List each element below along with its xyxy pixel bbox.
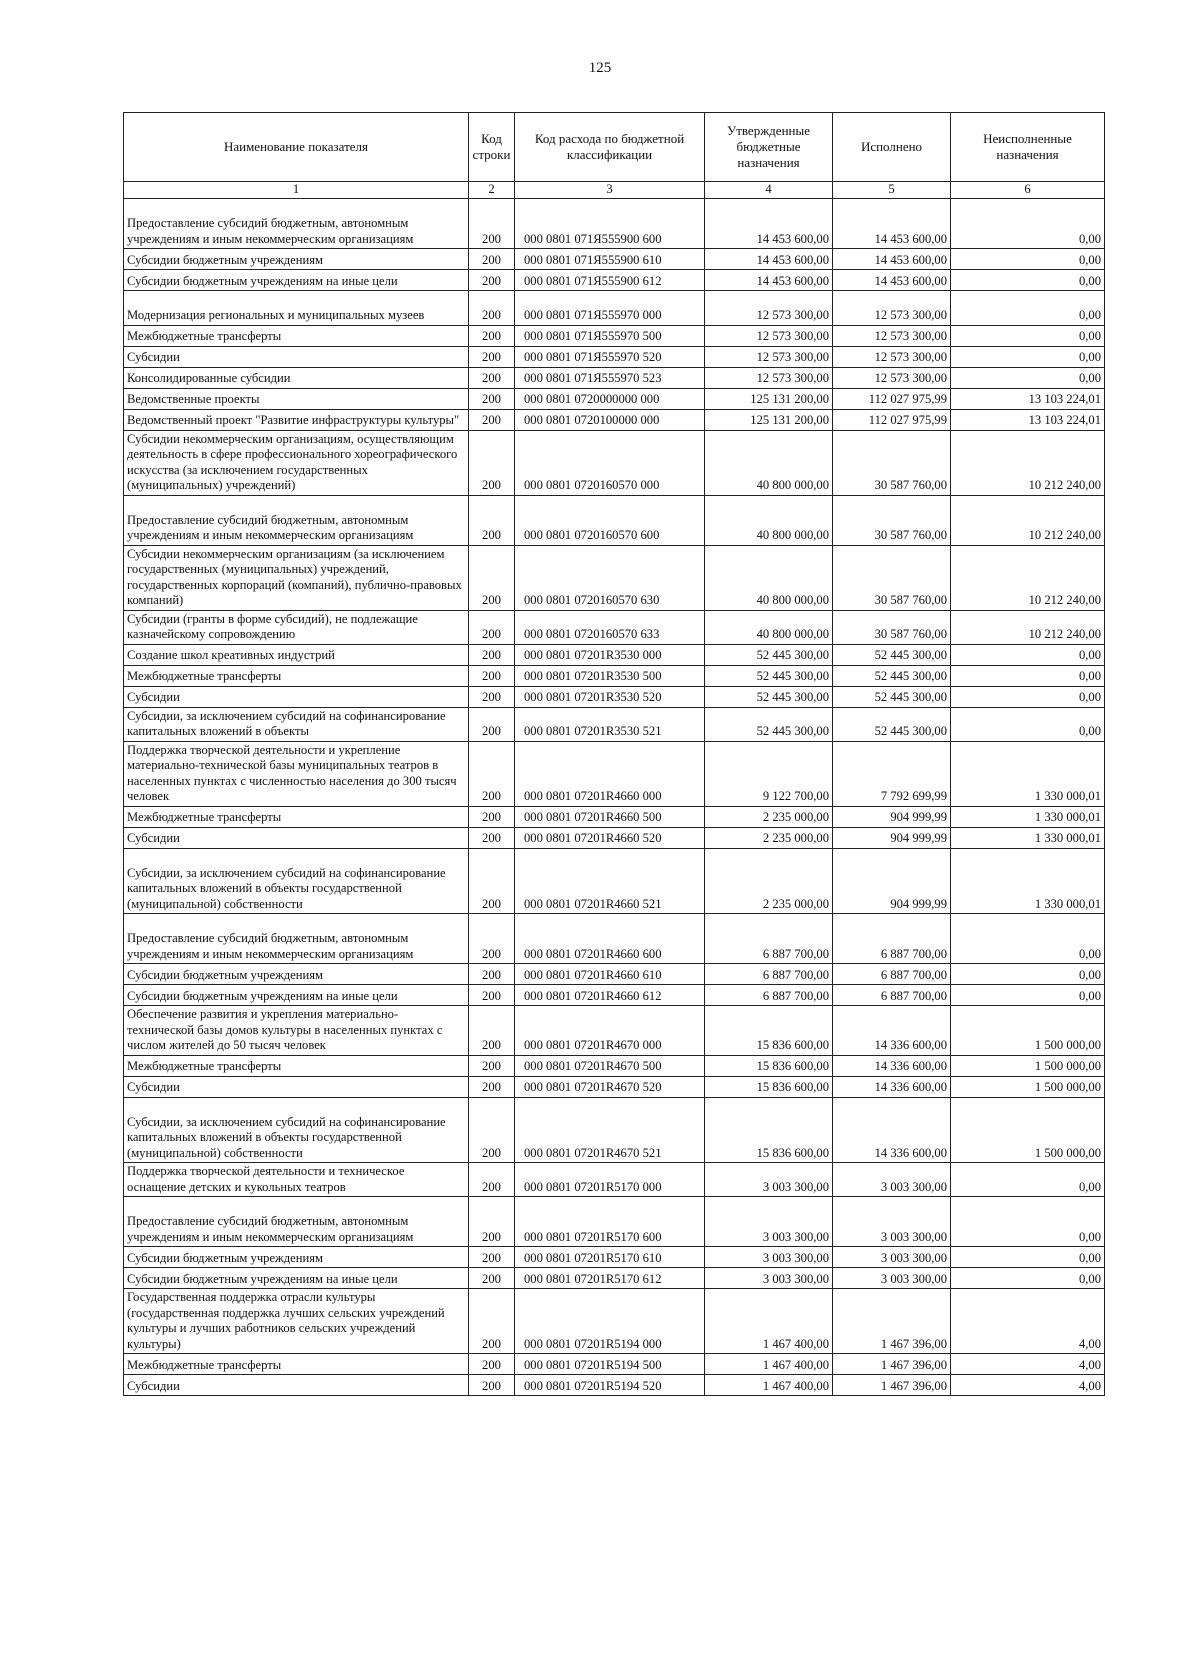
row-approved: 14 453 600,00 [705, 270, 833, 291]
page-number: 125 [588, 60, 612, 76]
row-approved: 125 131 200,00 [705, 409, 833, 430]
row-classification-code: 000 0801 071Я555970 000 [515, 291, 705, 326]
column-number: 1 [124, 182, 469, 199]
row-name: Межбюджетные трансферты [124, 1354, 469, 1375]
table-row [124, 610, 1105, 644]
row-name: Субсидии бюджетным учреждениям на иные цели [124, 985, 469, 1006]
row-unexecuted: 0,00 [951, 644, 1105, 665]
row-classification-code: 000 0801 07201R3530 000 [515, 644, 705, 665]
row-executed: 904 999,99 [833, 806, 951, 827]
table-row [124, 409, 1105, 430]
row-line-code: 200 [469, 1197, 515, 1247]
row-unexecuted: 10 212 240,00 [951, 610, 1105, 644]
row-unexecuted: 1 330 000,01 [951, 827, 1105, 848]
row-line-code: 200 [469, 644, 515, 665]
row-line-code: 200 [469, 1289, 515, 1354]
row-line-code: 200 [469, 665, 515, 686]
row-approved: 14 453 600,00 [705, 249, 833, 270]
row-name: Межбюджетные трансферты [124, 806, 469, 827]
table-row [124, 1055, 1105, 1076]
row-name: Межбюджетные трансферты [124, 325, 469, 346]
row-line-code: 200 [469, 741, 515, 806]
row-approved: 52 445 300,00 [705, 665, 833, 686]
row-line-code: 200 [469, 430, 515, 495]
header-indicator-name: Наименование показателя [124, 113, 469, 182]
row-approved: 12 573 300,00 [705, 325, 833, 346]
row-executed: 30 587 760,00 [833, 495, 951, 545]
row-name: Создание школ креативных индустрий [124, 644, 469, 665]
row-line-code: 200 [469, 827, 515, 848]
row-approved: 3 003 300,00 [705, 1268, 833, 1289]
row-unexecuted: 1 500 000,00 [951, 1055, 1105, 1076]
row-approved: 15 836 600,00 [705, 1097, 833, 1163]
row-approved: 52 445 300,00 [705, 644, 833, 665]
row-name: Субсидии бюджетным учреждениям [124, 1247, 469, 1268]
column-number: 6 [951, 182, 1105, 199]
row-classification-code: 000 0801 07201R5194 500 [515, 1354, 705, 1375]
row-approved: 6 887 700,00 [705, 964, 833, 985]
row-classification-code: 000 0801 07201R4670 521 [515, 1097, 705, 1163]
row-name: Субсидии [124, 346, 469, 367]
row-unexecuted: 10 212 240,00 [951, 495, 1105, 545]
row-unexecuted: 0,00 [951, 1163, 1105, 1197]
row-executed: 14 453 600,00 [833, 199, 951, 249]
row-unexecuted: 0,00 [951, 291, 1105, 326]
table-row [124, 388, 1105, 409]
table-row [124, 270, 1105, 291]
row-line-code: 200 [469, 707, 515, 741]
table-row [124, 1197, 1105, 1247]
row-line-code: 200 [469, 346, 515, 367]
row-classification-code: 000 0801 07201R3530 520 [515, 686, 705, 707]
row-name: Субсидии, за исключением субсидий на софинансирование капитальных вложений в объекты государственной (муниципальной) собственности [124, 1097, 469, 1163]
row-executed: 1 467 396,00 [833, 1375, 951, 1396]
table-row [124, 686, 1105, 707]
row-executed: 904 999,99 [833, 827, 951, 848]
row-line-code: 200 [469, 1354, 515, 1375]
row-executed: 52 445 300,00 [833, 665, 951, 686]
table-row [124, 1289, 1105, 1354]
table-row [124, 367, 1105, 388]
row-classification-code: 000 0801 07201R4660 600 [515, 914, 705, 964]
row-line-code: 200 [469, 199, 515, 249]
row-unexecuted: 0,00 [951, 270, 1105, 291]
row-executed: 12 573 300,00 [833, 291, 951, 326]
row-approved: 40 800 000,00 [705, 610, 833, 644]
row-classification-code: 000 0801 0720160570 000 [515, 430, 705, 495]
row-line-code: 200 [469, 1163, 515, 1197]
row-executed: 1 467 396,00 [833, 1354, 951, 1375]
row-approved: 1 467 400,00 [705, 1354, 833, 1375]
table-row [124, 291, 1105, 326]
table-row [124, 430, 1105, 495]
row-unexecuted: 1 330 000,01 [951, 806, 1105, 827]
row-approved: 3 003 300,00 [705, 1247, 833, 1268]
row-classification-code: 000 0801 07201R5170 610 [515, 1247, 705, 1268]
row-classification-code: 000 0801 0720160570 630 [515, 545, 705, 610]
row-approved: 2 235 000,00 [705, 848, 833, 914]
row-approved: 9 122 700,00 [705, 741, 833, 806]
row-name: Субсидии [124, 686, 469, 707]
table-row [124, 1375, 1105, 1396]
row-approved: 14 453 600,00 [705, 199, 833, 249]
row-unexecuted: 0,00 [951, 707, 1105, 741]
row-unexecuted: 0,00 [951, 964, 1105, 985]
table-row [124, 741, 1105, 806]
row-line-code: 200 [469, 964, 515, 985]
row-executed: 14 336 600,00 [833, 1076, 951, 1097]
table-row [124, 1268, 1105, 1289]
row-classification-code: 000 0801 071Я555900 600 [515, 199, 705, 249]
row-executed: 3 003 300,00 [833, 1197, 951, 1247]
row-name: Субсидии бюджетным учреждениям [124, 249, 469, 270]
row-unexecuted: 0,00 [951, 1197, 1105, 1247]
row-classification-code: 000 0801 07201R4660 612 [515, 985, 705, 1006]
row-unexecuted: 4,00 [951, 1289, 1105, 1354]
row-executed: 112 027 975,99 [833, 388, 951, 409]
row-approved: 15 836 600,00 [705, 1076, 833, 1097]
row-name: Субсидии бюджетным учреждениям [124, 964, 469, 985]
row-line-code: 200 [469, 1055, 515, 1076]
table-row [124, 665, 1105, 686]
row-classification-code: 000 0801 0720000000 000 [515, 388, 705, 409]
table-row [124, 545, 1105, 610]
row-unexecuted: 0,00 [951, 325, 1105, 346]
row-unexecuted: 0,00 [951, 1247, 1105, 1268]
row-line-code: 200 [469, 848, 515, 914]
row-executed: 14 336 600,00 [833, 1097, 951, 1163]
row-unexecuted: 0,00 [951, 985, 1105, 1006]
row-classification-code: 000 0801 071Я555970 523 [515, 367, 705, 388]
row-line-code: 200 [469, 985, 515, 1006]
table-row [124, 346, 1105, 367]
column-number: 2 [469, 182, 515, 199]
row-classification-code: 000 0801 071Я555900 610 [515, 249, 705, 270]
row-classification-code: 000 0801 071Я555900 612 [515, 270, 705, 291]
row-unexecuted: 0,00 [951, 686, 1105, 707]
row-executed: 12 573 300,00 [833, 346, 951, 367]
row-unexecuted: 1 500 000,00 [951, 1097, 1105, 1163]
row-classification-code: 000 0801 07201R4660 500 [515, 806, 705, 827]
row-executed: 30 587 760,00 [833, 430, 951, 495]
row-name: Субсидии, за исключением субсидий на софинансирование капитальных вложений в объекты государственной (муниципальной) собственности [124, 848, 469, 914]
row-name: Предоставление субсидий бюджетным, автономным учреждениям и иным некоммерческим организациям [124, 199, 469, 249]
row-executed: 14 453 600,00 [833, 249, 951, 270]
row-unexecuted: 0,00 [951, 249, 1105, 270]
row-name: Ведомственные проекты [124, 388, 469, 409]
row-line-code: 200 [469, 409, 515, 430]
row-approved: 12 573 300,00 [705, 367, 833, 388]
table-body [124, 199, 1105, 1396]
row-name: Предоставление субсидий бюджетным, автономным учреждениям и иным некоммерческим организациям [124, 914, 469, 964]
row-executed: 14 336 600,00 [833, 1006, 951, 1056]
row-name: Субсидии, за исключением субсидий на софинансирование капитальных вложений в объекты [124, 707, 469, 741]
row-name: Предоставление субсидий бюджетным, автономным учреждениям и иным некоммерческим организациям [124, 495, 469, 545]
row-unexecuted: 1 500 000,00 [951, 1006, 1105, 1056]
row-unexecuted: 1 500 000,00 [951, 1076, 1105, 1097]
table-row [124, 495, 1105, 545]
row-approved: 40 800 000,00 [705, 430, 833, 495]
row-executed: 14 336 600,00 [833, 1055, 951, 1076]
row-approved: 6 887 700,00 [705, 914, 833, 964]
table-row [124, 644, 1105, 665]
row-name: Межбюджетные трансферты [124, 665, 469, 686]
row-executed: 3 003 300,00 [833, 1247, 951, 1268]
row-unexecuted: 0,00 [951, 914, 1105, 964]
table-row [124, 1163, 1105, 1197]
row-line-code: 200 [469, 1375, 515, 1396]
row-unexecuted: 0,00 [951, 1268, 1105, 1289]
row-classification-code: 000 0801 07201R4660 521 [515, 848, 705, 914]
row-approved: 12 573 300,00 [705, 291, 833, 326]
row-unexecuted: 13 103 224,01 [951, 409, 1105, 430]
row-classification-code: 000 0801 07201R3530 521 [515, 707, 705, 741]
row-approved: 52 445 300,00 [705, 686, 833, 707]
row-approved: 15 836 600,00 [705, 1055, 833, 1076]
row-executed: 12 573 300,00 [833, 325, 951, 346]
row-name: Субсидии [124, 827, 469, 848]
table-row [124, 1097, 1105, 1163]
row-name: Субсидии [124, 1076, 469, 1097]
row-line-code: 200 [469, 610, 515, 644]
row-executed: 7 792 699,99 [833, 741, 951, 806]
row-approved: 6 887 700,00 [705, 985, 833, 1006]
table-row [124, 806, 1105, 827]
table-row [124, 325, 1105, 346]
row-approved: 1 467 400,00 [705, 1289, 833, 1354]
row-unexecuted: 4,00 [951, 1354, 1105, 1375]
table-row [124, 1247, 1105, 1268]
row-executed: 52 445 300,00 [833, 707, 951, 741]
table-row [124, 1354, 1105, 1375]
row-classification-code: 000 0801 07201R5170 612 [515, 1268, 705, 1289]
row-name: Государственная поддержка отрасли культуры (государственная поддержка лучших сельских учреждений культуры и лучших работников сельских учреждений культуры) [124, 1289, 469, 1354]
row-classification-code: 000 0801 0720160570 633 [515, 610, 705, 644]
row-approved: 40 800 000,00 [705, 495, 833, 545]
row-classification-code: 000 0801 0720160570 600 [515, 495, 705, 545]
column-number: 3 [515, 182, 705, 199]
row-unexecuted: 13 103 224,01 [951, 388, 1105, 409]
row-approved: 2 235 000,00 [705, 806, 833, 827]
row-classification-code: 000 0801 07201R3530 500 [515, 665, 705, 686]
row-name: Модернизация региональных и муниципальных музеев [124, 291, 469, 326]
row-name: Поддержка творческой деятельности и техническое оснащение детских и кукольных театров [124, 1163, 469, 1197]
row-executed: 30 587 760,00 [833, 610, 951, 644]
row-name: Обеспечение развития и укрепления материально-технической базы домов культуры в населенных пунктах с числом жителей до 50 тысяч человек [124, 1006, 469, 1056]
table-row [124, 249, 1105, 270]
table-row [124, 848, 1105, 914]
row-name: Межбюджетные трансферты [124, 1055, 469, 1076]
row-line-code: 200 [469, 367, 515, 388]
header-unexecuted-assignments: Неисполненные назначения [951, 113, 1105, 182]
row-unexecuted: 1 330 000,01 [951, 848, 1105, 914]
row-line-code: 200 [469, 545, 515, 610]
row-approved: 125 131 200,00 [705, 388, 833, 409]
row-executed: 52 445 300,00 [833, 644, 951, 665]
row-executed: 14 453 600,00 [833, 270, 951, 291]
budget-execution-table [123, 112, 1105, 1396]
row-classification-code: 000 0801 07201R4670 500 [515, 1055, 705, 1076]
row-classification-code: 000 0801 07201R4660 520 [515, 827, 705, 848]
row-unexecuted: 0,00 [951, 199, 1105, 249]
row-classification-code: 000 0801 07201R5194 000 [515, 1289, 705, 1354]
row-name: Предоставление субсидий бюджетным, автономным учреждениям и иным некоммерческим организациям [124, 1197, 469, 1247]
row-classification-code: 000 0801 0720100000 000 [515, 409, 705, 430]
row-executed: 112 027 975,99 [833, 409, 951, 430]
row-executed: 6 887 700,00 [833, 985, 951, 1006]
row-line-code: 200 [469, 1268, 515, 1289]
row-classification-code: 000 0801 07201R4670 000 [515, 1006, 705, 1056]
row-line-code: 200 [469, 686, 515, 707]
row-line-code: 200 [469, 806, 515, 827]
row-name: Субсидии бюджетным учреждениям на иные цели [124, 1268, 469, 1289]
row-unexecuted: 0,00 [951, 346, 1105, 367]
row-approved: 12 573 300,00 [705, 346, 833, 367]
table-row [124, 1006, 1105, 1056]
row-classification-code: 000 0801 07201R4670 520 [515, 1076, 705, 1097]
row-line-code: 200 [469, 325, 515, 346]
row-line-code: 200 [469, 914, 515, 964]
row-classification-code: 000 0801 071Я555970 520 [515, 346, 705, 367]
header-budget-classification-code: Код расхода по бюджетной классификации [515, 113, 705, 182]
row-unexecuted: 10 212 240,00 [951, 545, 1105, 610]
row-classification-code: 000 0801 07201R5170 000 [515, 1163, 705, 1197]
row-executed: 52 445 300,00 [833, 686, 951, 707]
row-name: Субсидии бюджетным учреждениям на иные цели [124, 270, 469, 291]
table-row [124, 914, 1105, 964]
row-executed: 12 573 300,00 [833, 367, 951, 388]
header-executed: Исполнено [833, 113, 951, 182]
row-approved: 3 003 300,00 [705, 1163, 833, 1197]
table-row [124, 1076, 1105, 1097]
row-line-code: 200 [469, 291, 515, 326]
row-executed: 30 587 760,00 [833, 545, 951, 610]
row-unexecuted: 10 212 240,00 [951, 430, 1105, 495]
row-line-code: 200 [469, 495, 515, 545]
row-executed: 3 003 300,00 [833, 1268, 951, 1289]
row-name: Субсидии [124, 1375, 469, 1396]
column-number: 4 [705, 182, 833, 199]
row-name: Ведомственный проект "Развитие инфраструктуры культуры" [124, 409, 469, 430]
table-header-row [124, 113, 1105, 182]
row-name: Субсидии некоммерческим организациям, осуществляющим деятельность в сфере профессионального хореографического искусства (за исключением государственных (муниципальных) учреждений) [124, 430, 469, 495]
row-approved: 40 800 000,00 [705, 545, 833, 610]
column-number: 5 [833, 182, 951, 199]
table-row [124, 199, 1105, 249]
row-classification-code: 000 0801 071Я555970 500 [515, 325, 705, 346]
row-classification-code: 000 0801 07201R4660 000 [515, 741, 705, 806]
row-approved: 1 467 400,00 [705, 1375, 833, 1396]
row-line-code: 200 [469, 270, 515, 291]
row-classification-code: 000 0801 07201R4660 610 [515, 964, 705, 985]
row-name: Поддержка творческой деятельности и укрепление материально-технической базы муниципальных театров в населенных пунктах с численностью населения до 300 тысяч человек [124, 741, 469, 806]
row-approved: 2 235 000,00 [705, 827, 833, 848]
row-approved: 52 445 300,00 [705, 707, 833, 741]
row-unexecuted: 1 330 000,01 [951, 741, 1105, 806]
row-name: Консолидированные субсидии [124, 367, 469, 388]
row-executed: 904 999,99 [833, 848, 951, 914]
column-number-row [124, 182, 1105, 199]
row-approved: 15 836 600,00 [705, 1006, 833, 1056]
row-name: Субсидии некоммерческим организациям (за исключением государственных (муниципальных) учреждений, государственных корпораций (компаний), публично-правовых компаний) [124, 545, 469, 610]
row-executed: 6 887 700,00 [833, 914, 951, 964]
row-line-code: 200 [469, 1097, 515, 1163]
row-line-code: 200 [469, 1006, 515, 1056]
row-unexecuted: 0,00 [951, 367, 1105, 388]
row-executed: 3 003 300,00 [833, 1163, 951, 1197]
table-row [124, 827, 1105, 848]
header-line-code: Код строки [469, 113, 515, 182]
row-classification-code: 000 0801 07201R5194 520 [515, 1375, 705, 1396]
row-executed: 6 887 700,00 [833, 964, 951, 985]
row-line-code: 200 [469, 388, 515, 409]
row-approved: 3 003 300,00 [705, 1197, 833, 1247]
row-name: Субсидии (гранты в форме субсидий), не подлежащие казначейскому сопровождению [124, 610, 469, 644]
table-row [124, 985, 1105, 1006]
header-approved-assignments: Утвержденные бюджетные назначения [705, 113, 833, 182]
row-classification-code: 000 0801 07201R5170 600 [515, 1197, 705, 1247]
row-line-code: 200 [469, 1076, 515, 1097]
row-executed: 1 467 396,00 [833, 1289, 951, 1354]
row-unexecuted: 0,00 [951, 665, 1105, 686]
table-row [124, 707, 1105, 741]
row-line-code: 200 [469, 1247, 515, 1268]
row-line-code: 200 [469, 249, 515, 270]
table-row [124, 964, 1105, 985]
row-unexecuted: 4,00 [951, 1375, 1105, 1396]
